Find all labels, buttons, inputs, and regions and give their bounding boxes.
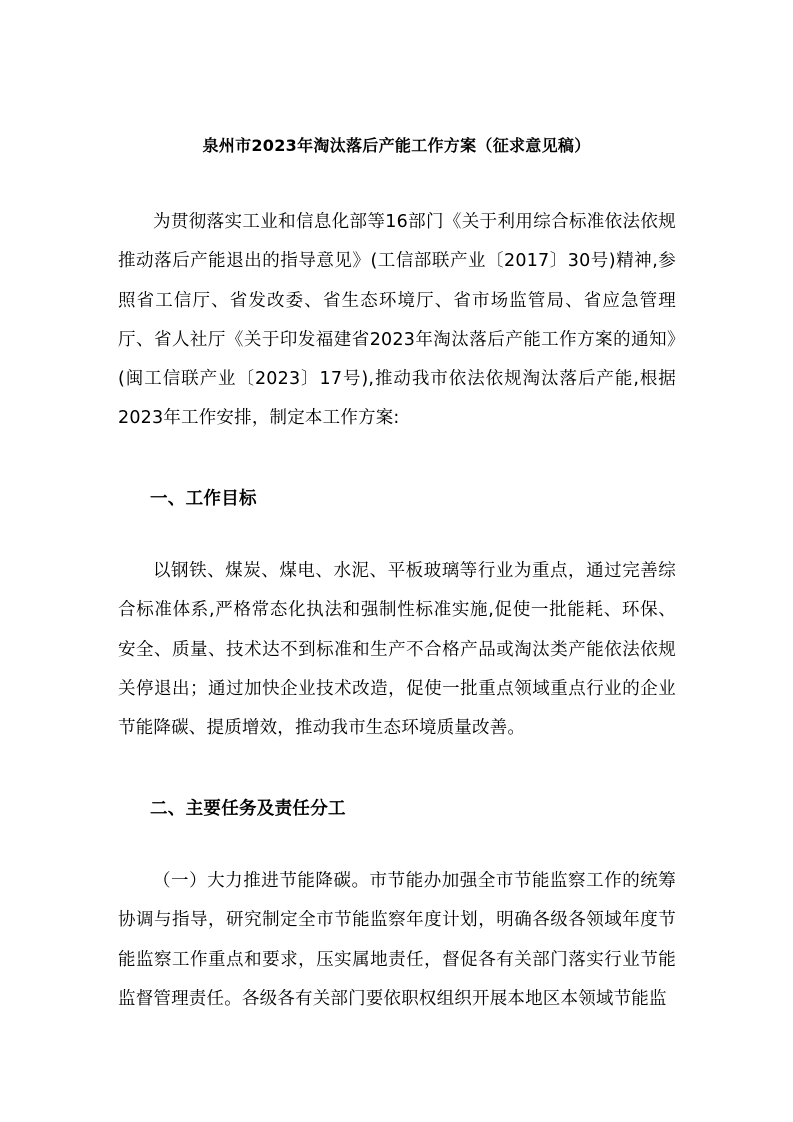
task-item-paragraph: （一）大力推进节能降碳。市节能办加强全市节能监察工作的统筹协调与指导，研究制定全市节能监察年度计划，明确各级各领域年度节能监察工作重点和要求，压实属地责任，督促各有关部门落实行业节能监督管理责任。各级各有关部门要依职权组织开展本地区本领域节能监 — [118, 871, 676, 1009]
intro-paragraph: 为贯彻落实工业和信息化部等16部门《关于利用综合标准依法依规推动落后产能退出的指导意见》(工信部联产业〔2017〕30号)精神,参照省工信厅、省发改委、省生态环境厅、省市场监管局、省应急管理厅、省人社厅《关于印发福建省2023年淘汰落后产能工作方案的通知》(闽工信联产业〔2023〕17号),推动我市依法依规淘汰落后产能,根据2023年工作安排，制定本工作方案: — [118, 212, 676, 429]
goals-paragraph: 以钢铁、煤炭、煤电、水泥、平板玻璃等行业为重点，通过完善综合标准体系,严格常态化执法和强制性标准实施,促使一批能耗、环保、安全、质量、技术达不到标准和生产不合格产品或淘汰类产能依法依规关停退出；通过加快企业技术改造，促使一批重点领域重点行业的企业节能降碳、提质增效，推动我市生态环境质量改善。 — [118, 561, 676, 739]
document-title: 泉州市2023年淘汰落后产能工作方案（征求意见稿） — [202, 136, 591, 155]
section-heading-tasks: 二、主要任务及责任分工 — [150, 799, 346, 819]
section-heading-goals: 一、工作目标 — [150, 489, 257, 509]
